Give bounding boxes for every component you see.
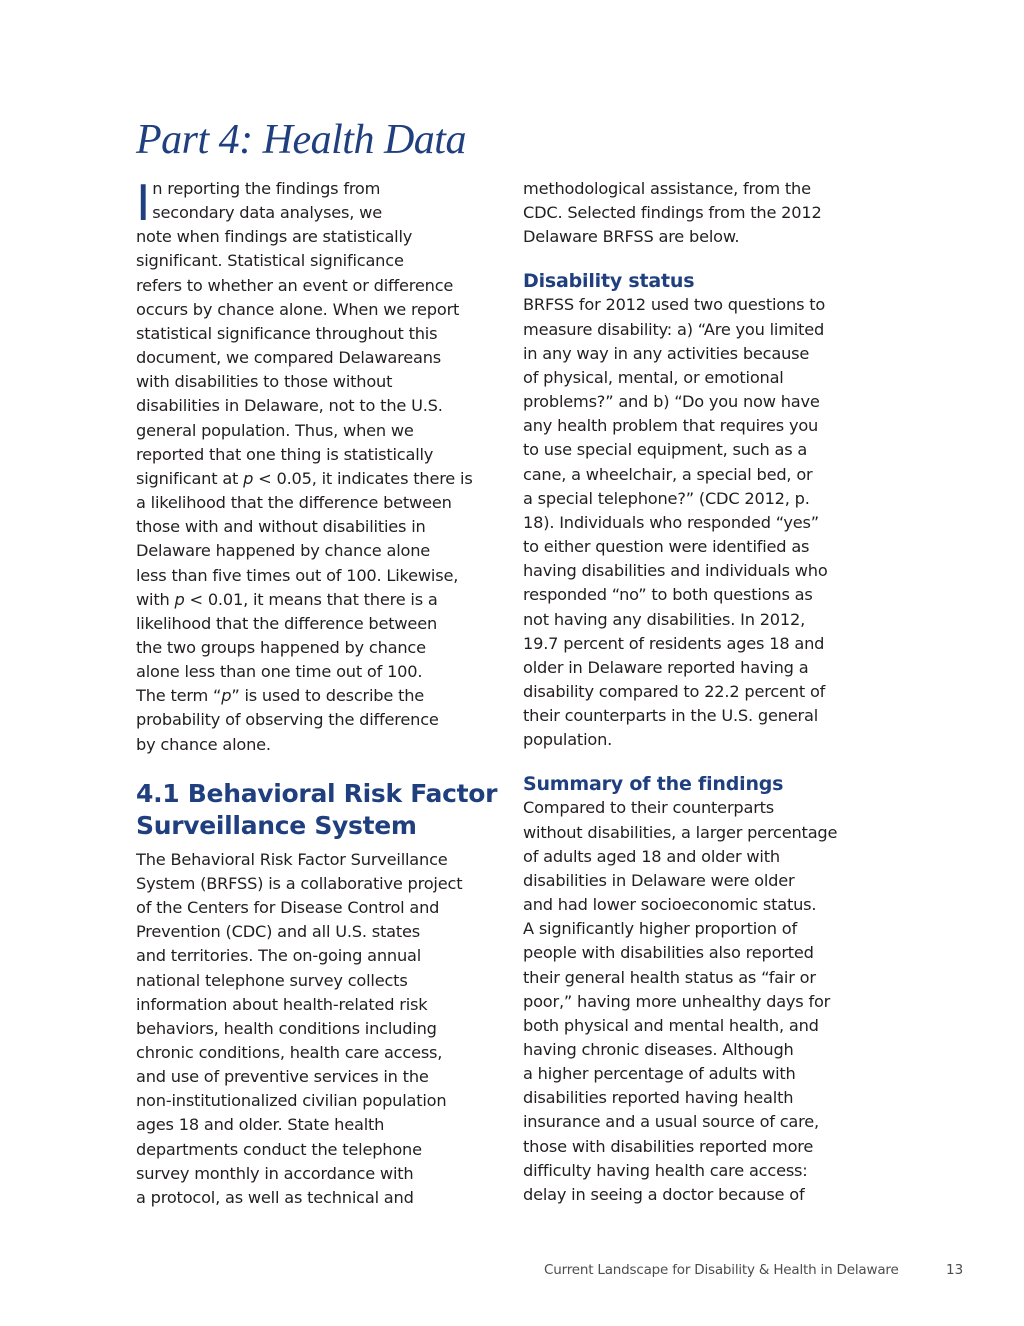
text-line: population. <box>523 730 613 750</box>
summary-findings-paragraph <box>523 796 859 1207</box>
text-line: significant. Statistical significance <box>136 251 404 271</box>
text-line: of the Centers for Disease Control and <box>136 898 440 918</box>
text-line: those with disabilities reported more <box>523 1136 814 1156</box>
text-line: a special telephone?” (CDC 2012, p. <box>523 488 810 508</box>
text-line: secondary data analyses, we <box>152 203 382 223</box>
text-line: alone less than one time out of 100. <box>136 662 423 682</box>
text-line: to either question were identified as <box>523 537 810 557</box>
text-line: disabilities in Delaware were older <box>523 870 795 890</box>
text-line: responded “no” to both questions as <box>523 585 813 605</box>
text-line: the two groups happened by chance <box>136 637 426 657</box>
summary-findings-heading: Summary of the findings <box>523 773 784 796</box>
text-line: The term “p” is used to describe the <box>136 686 425 706</box>
page-number: 13 <box>946 1262 964 1278</box>
text-line: measure disability: a) “Are you limited <box>523 319 825 339</box>
page-title: Part 4: Health Data <box>136 117 466 163</box>
text-line: Delaware happened by chance alone <box>136 541 431 561</box>
text-line: to use special equipment, such as a <box>523 440 808 460</box>
text-line: 18). Individuals who responded “yes” <box>523 512 819 532</box>
text-line: behaviors, health conditions including <box>136 1018 437 1038</box>
disability-status-paragraph <box>523 293 859 752</box>
text-line: disabilities in Delaware, not to the U.S. <box>136 396 443 416</box>
section-heading-brfss <box>136 778 498 842</box>
text-line: and had lower socioeconomic status. <box>523 895 817 915</box>
drop-cap: I <box>136 174 151 232</box>
text-line: any health problem that requires you <box>523 416 819 436</box>
text-line: older in Delaware reported having a <box>523 657 809 677</box>
text-line: and territories. The on-going annual <box>136 946 422 966</box>
text-line: note when findings are statistically <box>136 227 413 247</box>
text-line: of physical, mental, or emotional <box>523 367 784 387</box>
footer-title: Current Landscape for Disability & Health in Delaware <box>544 1262 899 1278</box>
disability-status-heading: Disability status <box>523 270 695 293</box>
text-line: occurs by chance alone. When we report <box>136 299 460 319</box>
text-line: chronic conditions, health care access, <box>136 1043 443 1062</box>
text-line: in any way in any activities because <box>523 343 810 363</box>
text-line: statistical significance throughout this <box>136 323 438 343</box>
text-line: a likelihood that the difference between <box>136 493 452 513</box>
text-line: by chance alone. <box>136 734 271 754</box>
text-line: departments conduct the telephone <box>136 1139 422 1159</box>
text-line: their counterparts in the U.S. general <box>523 706 819 726</box>
text-line: likelihood that the difference between <box>136 613 438 633</box>
text-line: n reporting the findings from <box>152 179 381 198</box>
intro-paragraph <box>136 174 474 757</box>
text-line: less than five times out of 100. Likewise, <box>136 565 459 585</box>
text-line: 19.7 percent of residents ages 18 and <box>523 633 825 653</box>
left-column <box>136 174 498 1210</box>
text-line: without disabilities, a larger percentage <box>523 822 838 842</box>
text-line: significant at p < 0.05, it indicates there is <box>136 468 473 488</box>
text-line: document, we compared Delawareans <box>136 348 442 368</box>
text-line: disability compared to 22.2 percent of <box>523 681 826 701</box>
right-column <box>523 177 859 1207</box>
text-line: Compared to their counterparts <box>523 798 775 818</box>
text-line: general population. Thus, when we <box>136 420 414 440</box>
text-line: ages 18 and older. State health <box>136 1115 385 1135</box>
text-line: not having any disabilities. In 2012, <box>523 609 806 629</box>
text-line: methodological assistance, from the <box>523 179 811 198</box>
text-line: probability of observing the difference <box>136 710 439 730</box>
text-line: those with and without disabilities in <box>136 517 426 537</box>
text-line: problems?” and b) “Do you now have <box>523 392 820 412</box>
text-line: with disabilities to those without <box>136 372 393 392</box>
text-line: disabilities reported having health <box>523 1088 794 1108</box>
text-line: poor,” having more unhealthy days for <box>523 991 831 1011</box>
text-line: people with disabilities also reported <box>523 943 814 963</box>
text-line: national telephone survey collects <box>136 970 408 990</box>
text-line: insurance and a usual source of care, <box>523 1112 819 1132</box>
text-line: System (BRFSS) is a collaborative project <box>136 873 463 893</box>
text-line: difficulty having health care access: <box>523 1160 808 1180</box>
text-line: 4.1 Behavioral Risk Factor <box>136 778 498 808</box>
methodology-continuation <box>523 177 859 249</box>
text-line: a higher percentage of adults with <box>523 1064 796 1084</box>
brfss-paragraph <box>136 848 474 1210</box>
text-line: Prevention (CDC) and all U.S. states <box>136 922 420 942</box>
text-line: a protocol, as well as technical and <box>136 1187 414 1207</box>
text-line: cane, a wheelchair, a special bed, or <box>523 464 813 484</box>
text-line: refers to whether an event or difference <box>136 275 454 295</box>
text-line: with p < 0.01, it means that there is a <box>136 589 438 609</box>
text-line: reported that one thing is statistically <box>136 444 434 464</box>
text-line: CDC. Selected findings from the 2012 <box>523 203 822 223</box>
text-line: having disabilities and individuals who <box>523 561 828 581</box>
text-line: and use of preventive services in the <box>136 1067 429 1087</box>
text-line: non-institutionalized civilian population <box>136 1091 447 1111</box>
text-line: survey monthly in accordance with <box>136 1163 414 1183</box>
text-line: Surveillance System <box>136 810 417 840</box>
text-line: A significantly higher proportion of <box>523 919 797 939</box>
text-line: Delaware BRFSS are below. <box>523 227 740 247</box>
text-line: having chronic diseases. Although <box>523 1040 794 1059</box>
text-line: their general health status as “fair or <box>523 967 816 987</box>
text-line: of adults aged 18 and older with <box>523 846 780 866</box>
intro-text <box>136 174 474 757</box>
text-line: BRFSS for 2012 used two questions to <box>523 295 826 315</box>
text-line: information about health-related risk <box>136 994 428 1014</box>
text-line: The Behavioral Risk Factor Surveillance <box>136 849 448 869</box>
text-line: delay in seeing a doctor because of <box>523 1184 805 1204</box>
text-line: both physical and mental health, and <box>523 1015 819 1035</box>
